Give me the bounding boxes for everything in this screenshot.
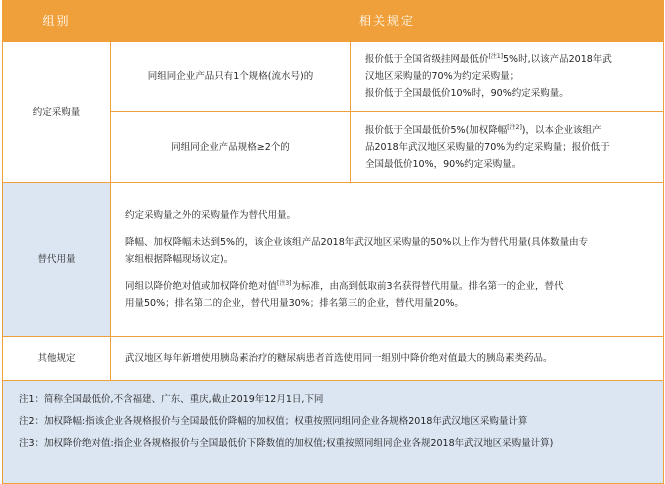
rule-line: 汉地区采购量的70%为约定采购量； — [365, 71, 520, 82]
table-header-row — [3, 1, 664, 42]
rule-line: 全国最低价10%，90%约定采购量。 — [365, 158, 522, 170]
procurement-rules-table — [2, 0, 664, 484]
group-column-header: 组别 — [3, 1, 111, 42]
footnote-ref-3: [注3] — [277, 279, 292, 287]
substitute-volume-group-cell: 替代用量 — [3, 183, 111, 337]
rules-column-header: 相关规定 — [111, 1, 664, 42]
other-rules-group-cell: 其他规定 — [3, 337, 111, 381]
note-3: 注3：加权降价绝对值:指企业各规格报价与全国最低价下降数值的加权值;权重按照同组同企业各规2018年武汉地区采购量计算) — [19, 438, 554, 449]
rule-line: 报价低于全国省级挂网最低价[注1]5%时,以该产品2018年武 — [365, 52, 612, 65]
single-spec-rule — [351, 42, 664, 112]
agreed-volume-row-1 — [3, 42, 664, 112]
note-2: 注2：加权降幅:指该企业各规格报价与全国最低价降幅的加权值；权重按照同组同企业各规格2018年武汉地区采购量计算 — [19, 416, 528, 427]
substitute-paragraph-2: 降幅、加权降幅未达到5%的，该企业该组产品2018年武汉地区采购量的50%以上作为替代用量(具体数量由专 家组根据降幅现场议定)。 — [125, 237, 589, 265]
single-spec-condition: 同组同企业产品只有1个规格(流水号)的 — [111, 42, 351, 112]
notes-section — [3, 381, 664, 484]
agreed-volume-group-cell: 约定采购量 — [3, 42, 111, 183]
rule-line: 报价低于全国最低价10%时，90%约定采购量。 — [365, 88, 569, 99]
footnote-ref-1: [注1] — [488, 52, 504, 60]
substitute-paragraph-1: 约定采购量之外的采购量作为替代用量。 — [125, 210, 297, 221]
multi-spec-condition: 同组同企业产品规格≥2个的 — [111, 112, 351, 183]
multi-spec-rule — [351, 112, 664, 183]
note-1: 注1：简称全国最低价,不含福建、广东、重庆,截止2019年12月1日,下同 — [19, 394, 324, 405]
rule-line: 报价低于全国最低价5%(加权降幅[注2])，以本企业该组产 — [365, 123, 602, 136]
footnote-ref-2: [注2] — [507, 123, 522, 131]
other-rules-text: 武汉地区每年新增使用胰岛素治疗的糖尿病患者首选使用同一组别中降价绝对值最大的胰岛素类药品。 — [111, 337, 664, 381]
notes-row — [3, 381, 664, 484]
policy-table-frame — [2, 0, 663, 482]
substitute-volume-row — [3, 183, 664, 337]
substitute-paragraph-3: 同组以降价绝对值或加权降价绝对值[注3]为标准，由高到低取前3名获得替代用量。排名第一的企业，替代 用量50%；排名第二的企业，替代用量30%；排名第三的企业，替代用量20%。 — [125, 279, 564, 309]
rule-line: 品2018年武汉地区采购量的70%为约定采购量；报价低于 — [365, 141, 610, 153]
other-rules-row — [3, 337, 664, 381]
substitute-volume-rules — [111, 183, 664, 337]
